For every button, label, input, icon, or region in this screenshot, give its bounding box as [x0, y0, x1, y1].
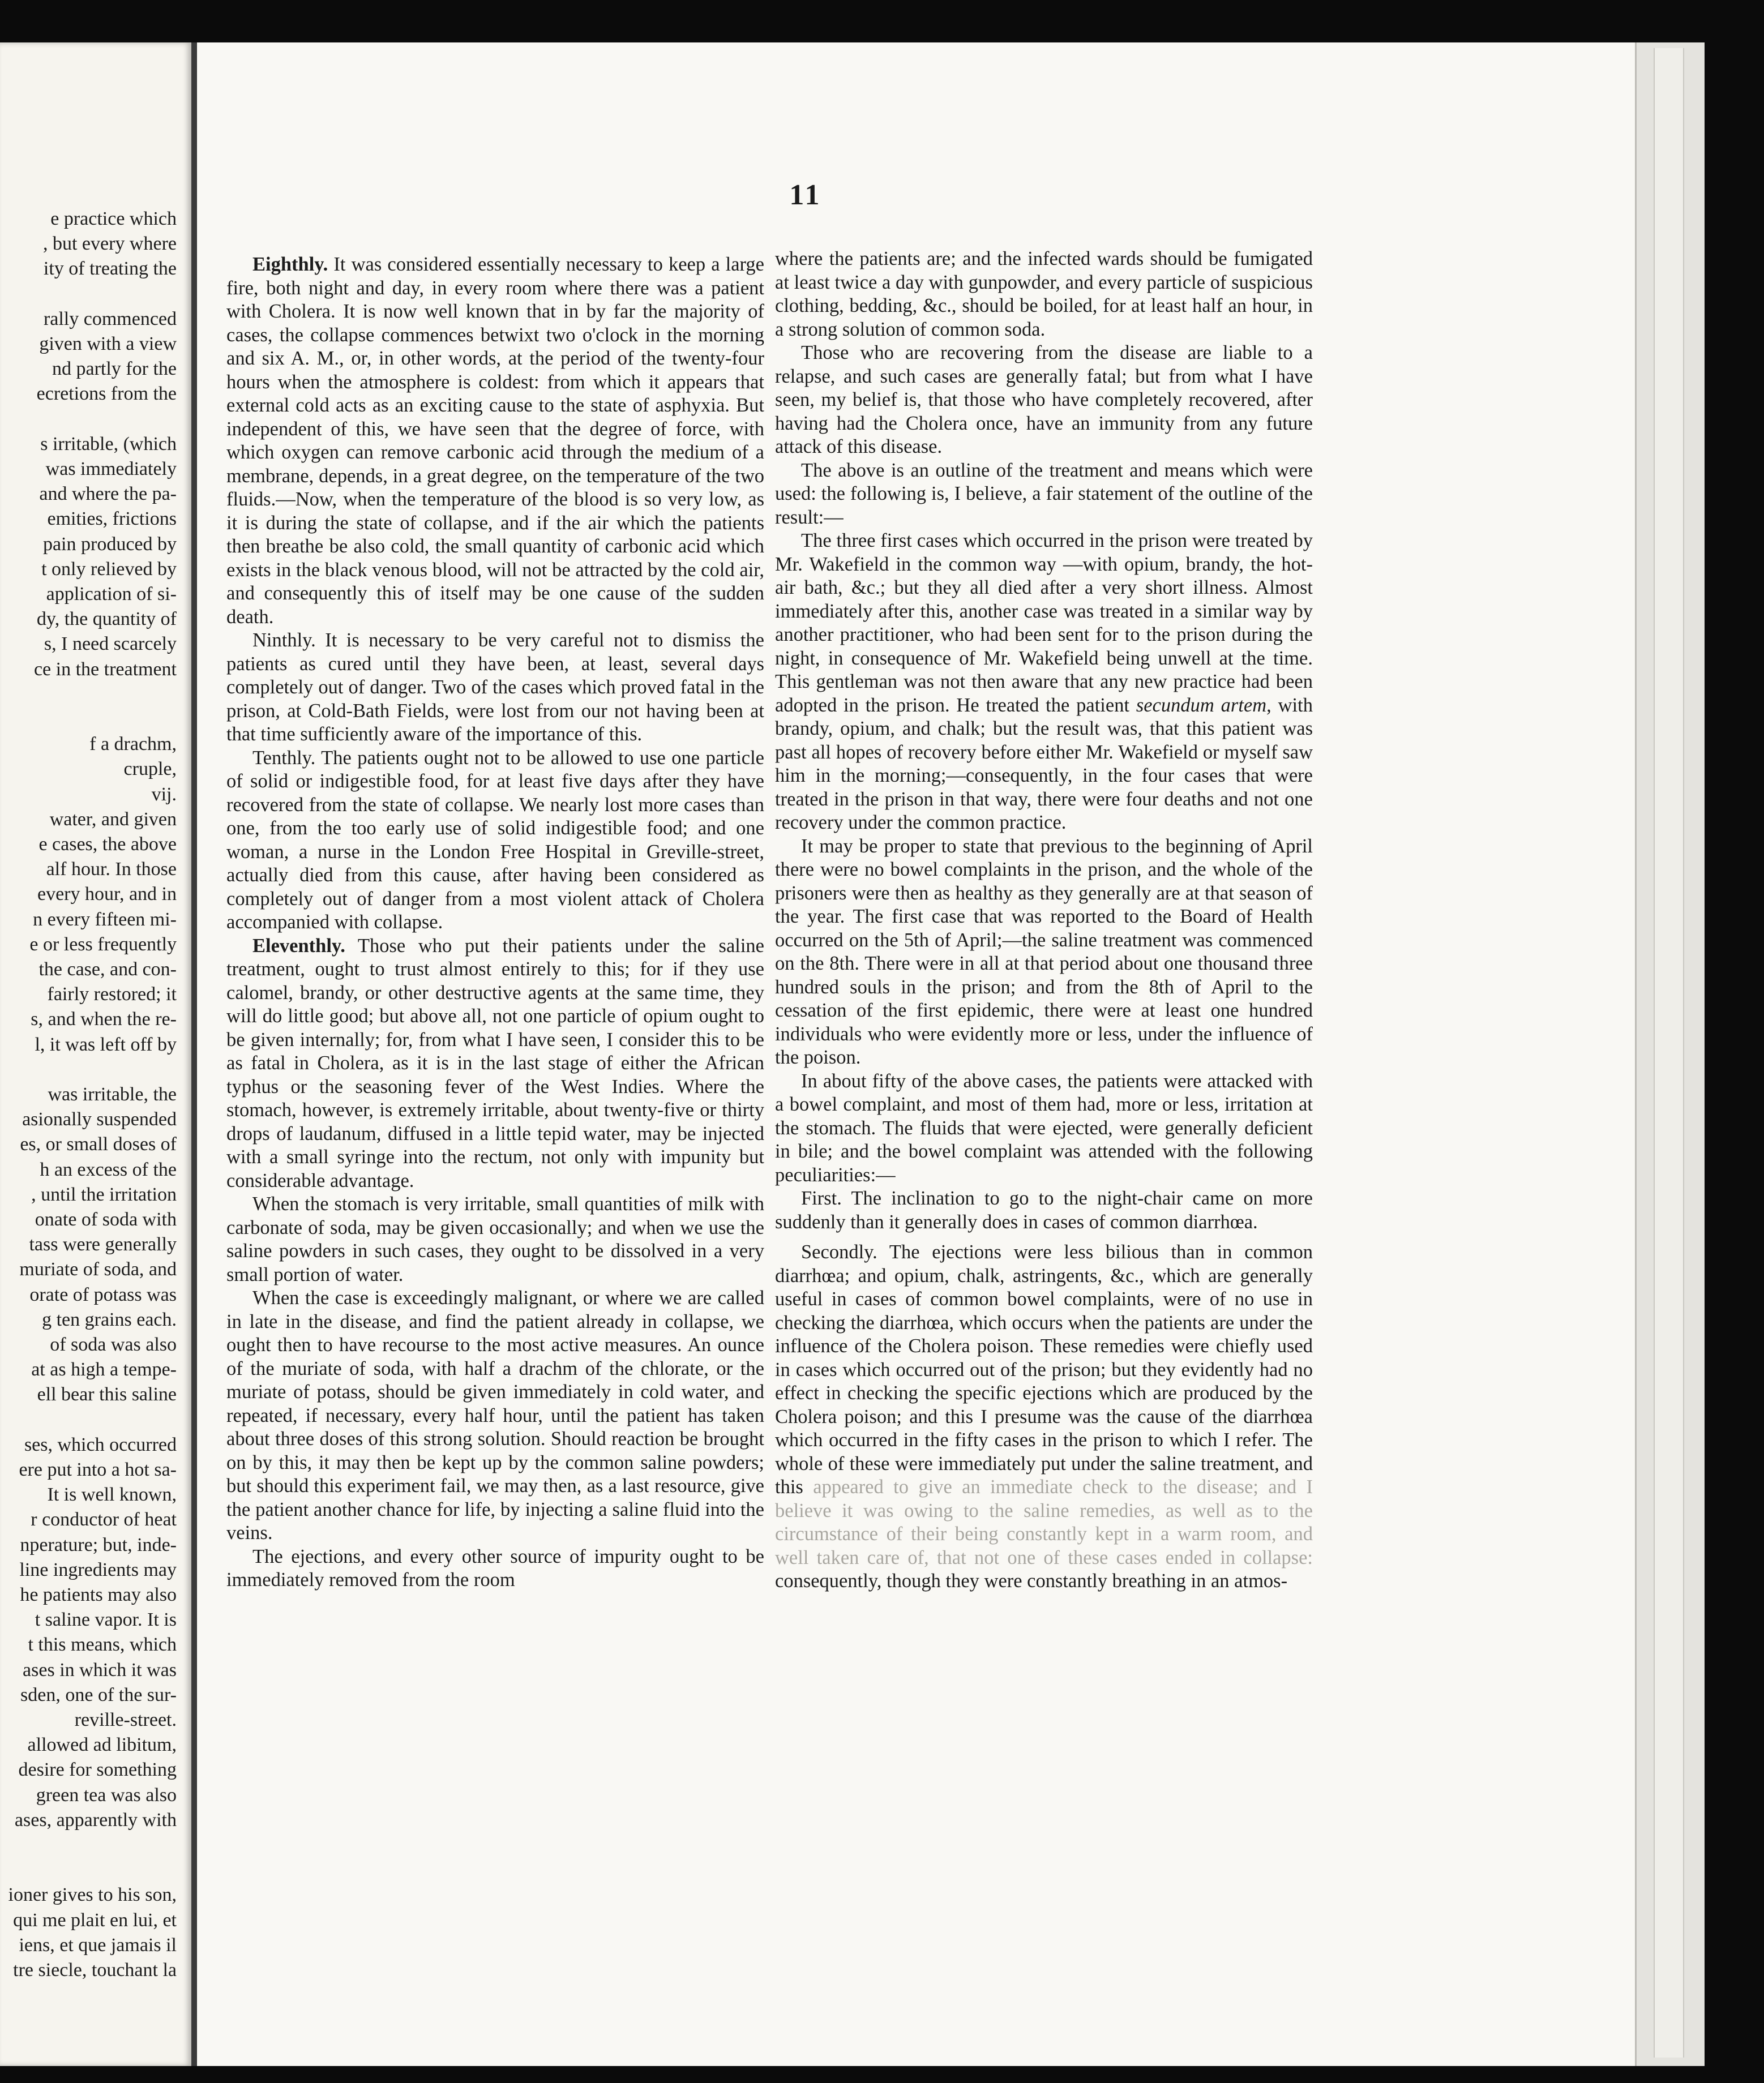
column-right [775, 247, 1313, 1593]
paragraph-outline: The above is an outline of the treatment and means which were used: the following is, I believe, a fair statement of the outline of the result:— [775, 459, 1313, 528]
left-page-line: at as high a tempe- [31, 1359, 177, 1381]
left-page-line: alf hour. In those [46, 859, 177, 880]
left-page-line: ases in which it was [23, 1659, 177, 1681]
left-page-line: dy, the quantity of [36, 608, 177, 630]
left-page-line: he patients may also [20, 1584, 177, 1605]
paragraph-eighthly: Eighthly. It was considered essentially necessary to keep a large fire, both night and day, in every room where there was a patient with Cholera. It is now well known that in by far the majority of cases, the collapse commences betwixt two o'clock in the morning and six A. M., or, in other words, at the period of the twenty-four hours when the atmosphere is coldest: from which it appears that external cold acts as an exciting cause to the state of asphyxia. But independent of this, we have seen that the degree of force, with which oxygen can remove carbonic acid through the medium of a membrane, depends, in a great degree, on the temperature of the two fluids.—Now, when the temperature of the blood is so very low, as it is during the state of collapse, and if the air which the patients then breathe be also cold, the small quantity of carbonic acid which exists in the black venous blood, will not be attracted by the cold air, and consequently this of itself may be one cause of the sudden death. [226, 254, 764, 628]
paragraph-april: It may be proper to state that previous to the beginning of April there were no bowel complaints in the prison, and the whole of the prisoners were then as healthy as they generally are at that season of the year. The first case that was reported to the Board of Health occurred on the 5th of April;—the saline treatment was commenced on the 8th. There were in all at that period about one thousand three hundred souls in the prison; and from the 8th of April to the cessation of the first epidemic, there were at least one hundred individuals who were evidently more or less, under the influence of the poison. [775, 835, 1313, 1068]
left-page-line: e or less frequently [29, 933, 177, 955]
left-page-line: ity of treating the [43, 258, 177, 280]
left-page-line: pain produced by [42, 533, 177, 555]
left-page-line: was immediately [45, 458, 177, 479]
main-page [197, 42, 1635, 2066]
left-page-line: application of si- [46, 584, 177, 605]
left-page-line: e practice which [50, 208, 177, 229]
left-page-line: tass were generally [29, 1234, 177, 1255]
left-page-line: vij. [151, 783, 177, 805]
left-page-line: orate of potass was [29, 1284, 177, 1305]
left-page-line: e cases, the above [38, 834, 177, 855]
left-page-line: s, I need scarcely [44, 633, 177, 655]
left-page-line: n every fifteen mi- [33, 908, 177, 930]
left-page-line: iens, et que jamais il [19, 1934, 177, 1956]
paragraph-tenthly: Tenthly. The patients ought not to be allowed to use one particle of solid or indigestible food, for at least five days after they have recovered from the state of collapse. We nearly lost more cases than one, from the too early use of solid indigestible food; and one woman, a nurse in the London Free Hospital in Greville-street, actually died from this cause, after having been considered as completely out of danger from a most violent attack of Cholera accompanied with collapse. [226, 747, 764, 933]
left-page-line: cruple, [123, 758, 177, 780]
left-page-line: g ten grains each. [42, 1309, 177, 1330]
paragraph-secondly: Secondly. The ejections were less bilious than in common diarrhœa; and opium, chalk, astringents, &c., which are generally useful in cases of common bowel complaints, were of no use in checking the diarrhœa, which occurs when the patients are under the influence of the Cholera poison. These remedies were chiefly used in cases which occurred out of the prison; but they evidently had no effect in checking the specific ejections which are produced by the Cholera poison; and this I presume was the cause of the diarrhœa which occurred in the fifty cases in the prison to which I refer. The whole of these were immediately put under the saline treatment, and this appeared to give an immediate check to the disease; and I believe it was owing to the saline remedies, as well as to the circumstance of their being constantly kept in a warm room, and well taken care of, that not one of these cases ended in collapse: consequently, though they were constantly breathing in an atmos- [775, 1241, 1313, 1592]
left-page-line: ecretions from the [36, 383, 177, 405]
left-page-line: and where the pa- [39, 483, 177, 505]
left-page-line: green tea was also [36, 1784, 177, 1806]
left-page-edge [0, 42, 191, 2066]
left-page-line: t saline vapor. It is [35, 1609, 177, 1631]
left-page-line: given with a view [39, 333, 177, 354]
paragraph-eleventhly: Eleventhly. Those who put their patients under the saline treatment, ought to trust almost entirely to this; for if they use calomel, brandy, or other destructive agents at the same time, they will do little good; but above all, not one particle of opium ought to be given internally; for, from what I have seen, I consider this to be as fatal in Cholera, as it is in the last stage of either the African typhus or the seasoning fever of the West Indies. Where the stomach, however, is extremely irritable, about twenty-five or thirty drops of laudanum, diffused in a little tepid water, may be injected with a small syringe into the rectum, not only with impunity but considerable advantage. [226, 935, 764, 1191]
left-page-line: was irritable, the [48, 1084, 177, 1105]
page-stack-inner-edge [1654, 48, 1684, 2058]
left-page-line: l, it was left off by [35, 1034, 177, 1055]
left-page-line: ses, which occurred [24, 1434, 177, 1455]
left-page-line: t only relieved by [41, 558, 177, 580]
paragraph-malignant-case: When the case is exceedingly malignant, or where we are called in late in the disease, and find the patient already in collapse, we ought then to have recourse to the most active measures. An ounce of the muriate of soda, with half a drachm of the chlorate, or the muriate of potass, should be given immediately in cold water, and repeated, if necessary, every half hour, until the patient has taken about three doses of this strong solution. Should reaction be brought on by this, it may then be kept up by the common saline powders; but should this experiment fail, we may then, as a last resource, give the patient another chance for life, by injecting a saline fluid into the veins. [226, 1287, 764, 1544]
left-page-line: sden, one of the sur- [20, 1684, 177, 1705]
paragraph-three-first-cases: The three first cases which occurred in the prison were treated by Mr. Wakefield in the common way —with opium, brandy, the hot-air bath, &c.; but they all died after a very short illness. Almost immediately after this, another case was treated in a similar way by another practitioner, who had been sent for to the prison during the night, in consequence of Mr. Wakefield being unwell at the time. This gentleman was not then aware that any new practice had been adopted in the prison. He treated the patient secundum artem, with brandy, opium, and chalk; but the result was, that this patient was past all hopes of recovery before either Mr. Wakefield or myself saw him in the morning;—consequently, in the four cases that were treated in the prison in that way, there were four deaths and not one recovery under the common practice. [775, 530, 1313, 833]
left-page-line: water, and given [49, 808, 177, 830]
left-page-line: ce in the treatment [33, 658, 177, 680]
left-page-line: f a drachm, [89, 734, 177, 755]
left-page-line: every hour, and in [37, 884, 177, 905]
left-page-line: ases, apparently with [14, 1809, 177, 1831]
left-page-line: ioner gives to his son, [8, 1884, 177, 1906]
left-page-line: ell bear this saline [37, 1384, 177, 1405]
left-page-line: of soda was also [50, 1334, 177, 1355]
left-page-line: It is well known, [47, 1484, 177, 1506]
left-page-line: , until the irritation [31, 1184, 177, 1205]
left-page-line: s, and when the re- [31, 1009, 177, 1030]
left-page-line: the case, and con- [38, 959, 177, 980]
left-page-line: rally commenced [43, 308, 177, 329]
paragraph-fifty-cases: In about fifty of the above cases, the patients were attacked with a bowel complaint, and most of them had, more or less, irritation at the stomach. The fluids that were ejected, were generally deficient in bile; and the bowel complaint was attended with the following peculiarities:— [775, 1070, 1313, 1186]
left-page-line: r conductor of heat [31, 1509, 177, 1531]
left-page-line: , but every where [42, 233, 177, 255]
left-page-line: emities, frictions [47, 508, 177, 530]
left-page-line: desire for something [18, 1759, 177, 1781]
paragraph-relapse: Those who are recovering from the disease are liable to a relapse, and such cases are generally fatal; but from what I have seen, my belief is, that those who have completely recovered, after having had the Cholera once, have an immunity from any future attack of this disease. [775, 342, 1313, 457]
left-page-line: s irritable, (which [40, 433, 177, 455]
paragraph-first: First. The inclination to go to the night-chair came on more suddenly than it generally does in cases of common diarrhœa. [775, 1188, 1313, 1233]
left-page-line: qui me plait en lui, et [13, 1909, 177, 1931]
left-page-line: ere put into a hot sa- [19, 1459, 177, 1480]
column-left [226, 253, 764, 1592]
left-page-line: nd partly for the [52, 358, 177, 380]
left-page-line: allowed ad libitum, [27, 1734, 177, 1756]
left-page-line: reville-street. [74, 1709, 177, 1730]
left-page-line: asionally suspended [22, 1109, 177, 1130]
left-page-line: nperature; but, inde- [20, 1534, 177, 1555]
page-number: 11 [789, 179, 822, 211]
left-page-line: t this means, which [28, 1634, 177, 1656]
book-gutter [191, 42, 197, 2066]
left-page-line: line ingredients may [19, 1559, 177, 1580]
paragraph-ejections: The ejections, and every other source of impurity ought to be immediately removed from the room [226, 1545, 764, 1591]
left-page-line: es, or small doses of [20, 1134, 177, 1155]
page-stack-edge [1635, 42, 1705, 2066]
paragraph-ninthly: Ninthly. It is necessary to be very careful not to dismiss the patients as cured until they have been, at least, several days completely out of danger. Two of the cases which proved fatal in the prison, at Cold-Bath Fields, were lost from our not having been at that time sufficiently aware of the importance of this. [226, 629, 764, 745]
left-page-line: muriate of soda, and [19, 1259, 177, 1280]
paragraph-continued: where the patients are; and the infected wards should be fumigated at least twice a day with gunpowder, and every particle of suspicious clothing, bedding, &c., should be boiled, for at least half an hour, in a strong solution of common soda. [775, 248, 1313, 340]
left-page-line: tre siecle, touchant la [13, 1960, 177, 1981]
paragraph-stomach-irritable: When the stomach is very irritable, small quantities of milk with carbonate of soda, may be given occasionally; and when we use the saline powders in such cases, they ought to be dissolved in a very small portion of water. [226, 1193, 764, 1285]
left-page-line: h an excess of the [40, 1159, 177, 1180]
left-page-line: onate of soda with [35, 1209, 177, 1230]
left-page-line: fairly restored; it [47, 984, 177, 1005]
